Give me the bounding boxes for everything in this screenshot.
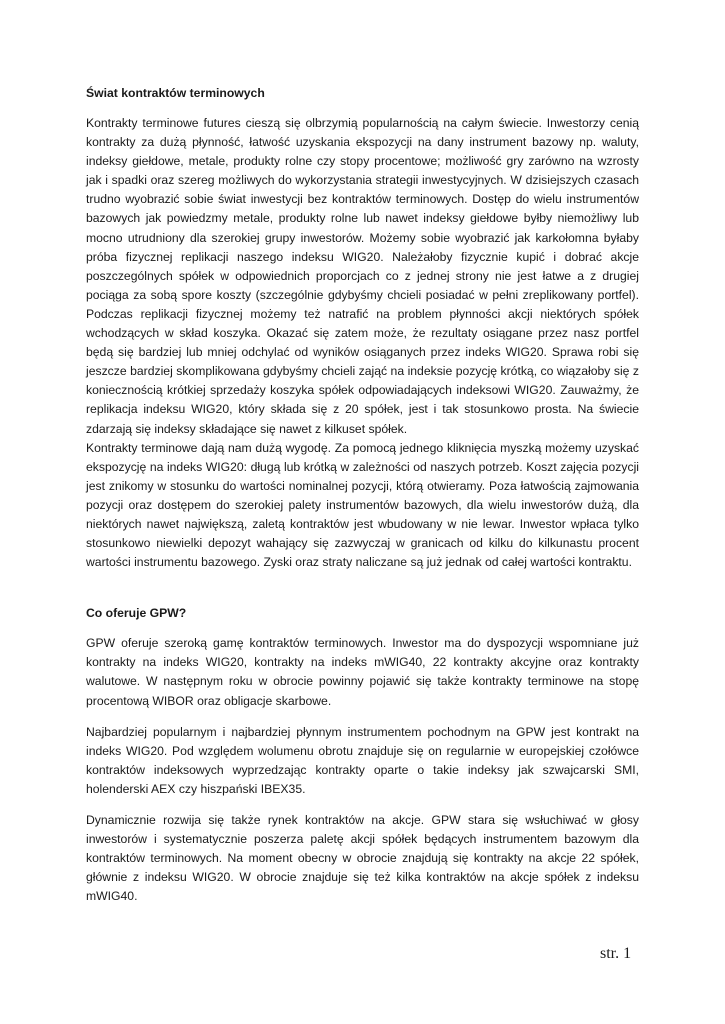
page-number: str. 1 xyxy=(600,945,632,962)
paragraph: Kontrakty terminowe futures cieszą się olbrzymią popularnością na całym świecie. Inwestorzy cenią kontrakty za dużą płynność, łatwość uzyskania ekspozycji na dany instrument bazowy np. waluty, indeksy giełdowe, metale, produkty rolne czy stopy procentowe; możliwość gry zarówno na wzrosty jak i spadki oraz szereg możliwych do wykorzystania strategii inwestycyjnych. W dzisiejszych czasach trudno wyobrazić sobie świat inwestycji bez kontraktów terminowych. Dostęp do wielu instrumentów bazowych jak powiedzmy metale, produkty rolne lub nawet indeksy giełdowe byłby niemożliwy lub mocno utrudniony dla szerokiej grupy inwestorów. Możemy sobie wyobrazić jak karkołomna byłaby próba fizycznej replikacji naszego indeksu WIG20. Należałoby fizycznie kupić i dobrać akcje poszczególnych spółek w odpowiednich proporcjach co z jednej strony nie jest łatwe a z drugiej pociąga za sobą spore koszty (szczególnie gdybyśmy chcieli posiadać w pełni zreplikowany portfel). Podczas replikacji fizycznej możemy też natrafić na problem płynności akcji niektórych spółek wchodzących w skład koszyka. Okazać się zatem może, że rezultaty osiągane przez nasz portfel będą się bardziej lub mniej odchylać od wyników osiąganych przez indeks WIG20. Sprawa robi się jeszcze bardziej skomplikowana gdybyśmy chcieli zająć na indeksie pozycję krótką, co wiązałoby się z koniecznością krótkiej sprzedaży koszyka spółek odpowiadających indeksowi WIG20. Zauważmy, że replikacja indeksu WIG20, który składa się z 20 spółek, jest i tak stosunkowo prosta. Na świecie zdarzają się indeksy składające się nawet z kilkuset spółek. xyxy=(86,116,639,436)
paragraph: Kontrakty terminowe dają nam dużą wygodę. Za pomocą jednego kliknięcia myszką możemy uzyskać ekspozycję na indeks WIG20: długą lub krótką w zależności od naszych potrzeb. Koszt zajęcia pozycji jest znikomy w stosunku do wartości nominalnej pozycji, którą otwieramy. Poza łatwością zajmowania pozycji oraz dostępem do szerokiej palety instrumentów bazowych, dla wielu inwestorów dużą, dla niektórych nawet największą, zaletą kontraktów jest wbudowany w nie lewar. Inwestor wpłaca tylko stosunkowo niewielki depozyt wahający się zazwyczaj w granicach od kilku do kilkunastu procent wartości instrumentu bazowego. Zyski oraz straty naliczane są już jednak od całej wartości kontraktu. xyxy=(86,440,639,570)
paragraph: Dynamicznie rozwija się także rynek kontraktów na akcje. GPW stara się wsłuchiwać w głosy inwestorów i systematycznie poszerza paletę akcji spółek będących instrumentem bazowym dla kontraktów terminowych. Na moment obecny w obrocie znajdują się kontrakty na akcje 22 spółek, głównie z indeksu WIG20. W obrocie znajduje się też kilka kontraktów na akcje spółek z indeksu mWIG40. xyxy=(86,813,639,904)
paragraph: Najbardziej popularnym i najbardziej płynnym instrumentem pochodnym na GPW jest kontrakt na indeks WIG20. Pod względem wolumenu obrotu znajduje się on regularnie w europejskiej czołówce kontraktów indeksowych wyprzedzając kontrakty oparte o takie indeksy jak szwajcarski SMI, holenderski AEX czy hiszpański IBEX35. xyxy=(86,724,639,796)
document-body xyxy=(86,84,639,906)
paragraph: GPW oferuje szeroką gamę kontraktów terminowych. Inwestor ma do dyspozycji wspomniane już kontrakty na indeks WIG20, kontrakty na indeks mWIG40, 22 kontrakty akcyjne oraz kontrakty walutowe. W następnym roku w obrocie powinny pojawić się także kontrakty terminowe na stopę procentową WIBOR oraz obligacje skarbowe. xyxy=(86,636,639,708)
section-title-futures-world: Świat kontraktów terminowych xyxy=(86,86,265,100)
section-title-gpw-offer: Co oferuje GPW? xyxy=(86,606,187,621)
